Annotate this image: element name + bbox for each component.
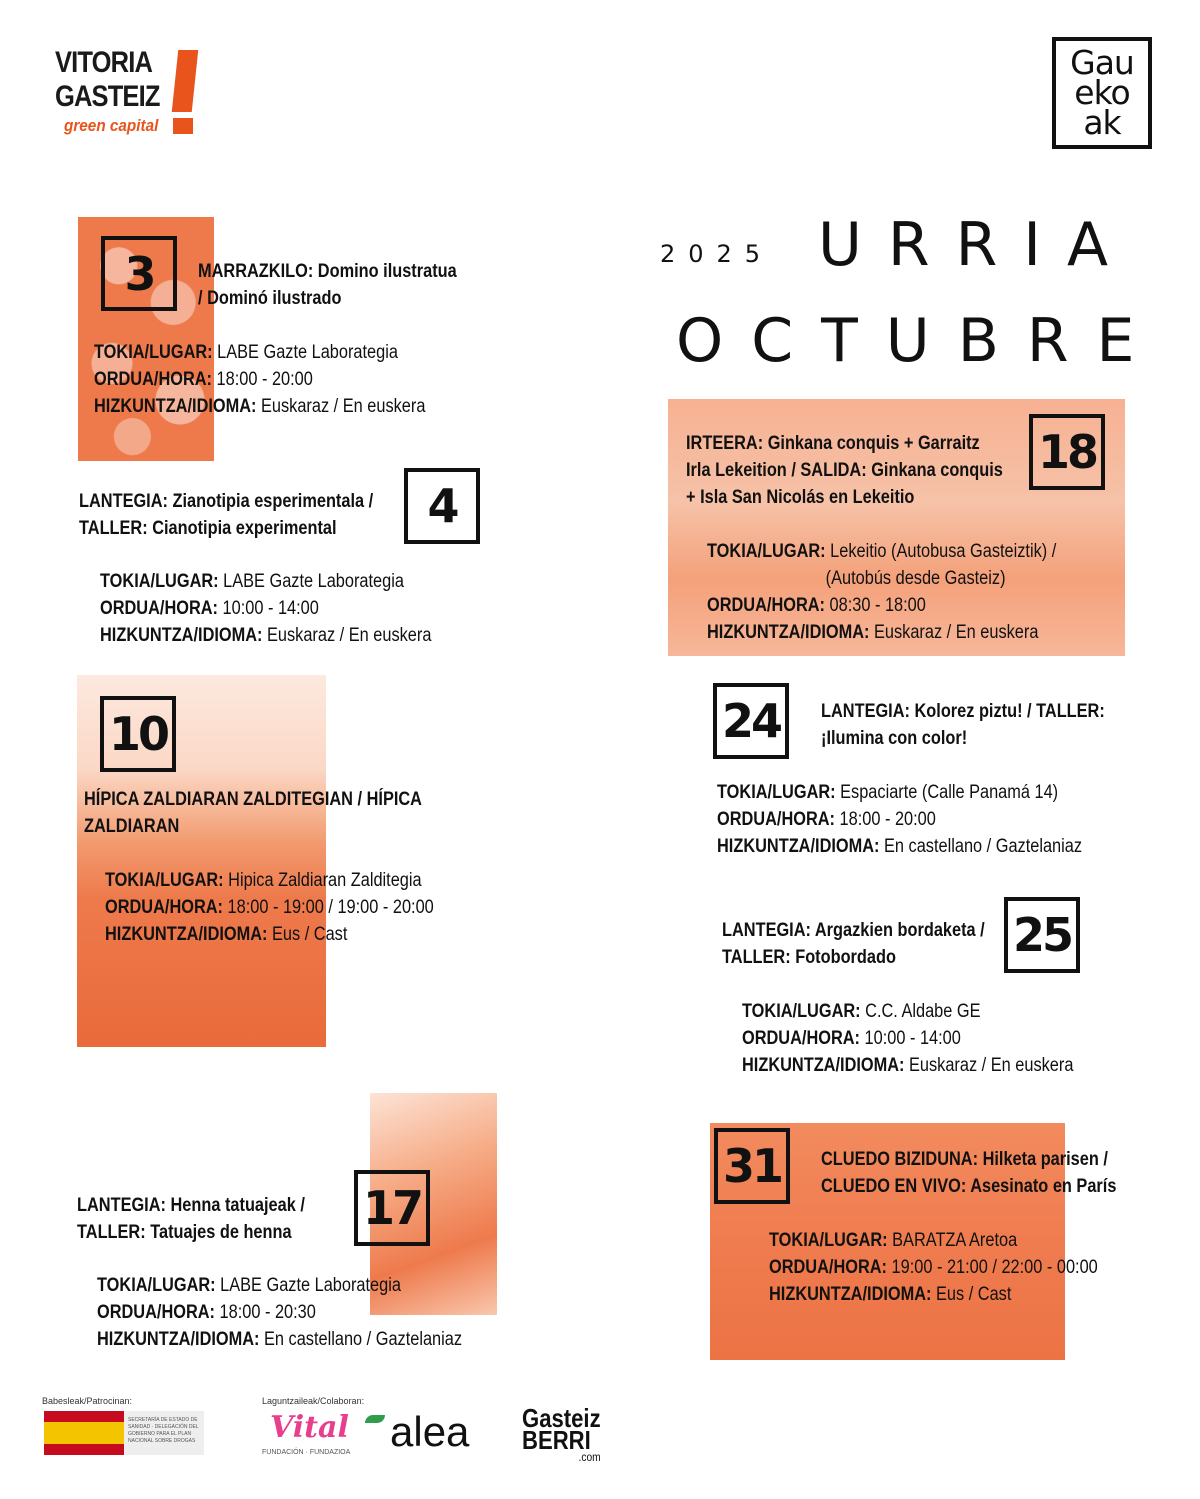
place-value: LABE Gazte Laborategia (217, 342, 398, 363)
place-value: LABE Gazte Laborategia (220, 1275, 401, 1296)
title-line: HÍPICA ZALDIARAN ZALDITEGIAN / HÍPICA (84, 789, 422, 810)
place-value: C.C. Aldabe GE (865, 1001, 981, 1022)
title-line: / Dominó ilustrado (198, 288, 342, 309)
logo-line: .com (578, 1450, 601, 1464)
event-title (84, 786, 422, 840)
event-title (79, 488, 373, 542)
time-value: 18:00 - 20:30 (219, 1302, 316, 1323)
event-title (686, 430, 1003, 511)
event-title (821, 698, 1105, 752)
time-value: 10:00 - 14:00 (222, 598, 319, 619)
place-label: TOKIA/LUGAR: (97, 1275, 216, 1296)
time-value: 18:00 - 19:00 / 19:00 - 20:00 (227, 897, 434, 918)
logo-line: eko (1074, 73, 1130, 112)
logo-line: Gau (1070, 43, 1134, 82)
title-line: ¡Ilumina con color! (821, 728, 968, 749)
event-details (717, 779, 1082, 860)
logo-line: ak (1083, 103, 1121, 142)
title-line: LANTEGIA: Argazkien bordaketa / (722, 920, 985, 941)
event-details (94, 339, 425, 420)
time-label: ORDUA/HORA: (94, 369, 213, 390)
gauekoak-logo (1052, 37, 1152, 149)
event-details (742, 998, 1073, 1079)
place-label: TOKIA/LUGAR: (105, 870, 224, 891)
place-label: TOKIA/LUGAR: (100, 571, 219, 592)
time-label: ORDUA/HORA: (707, 595, 826, 616)
day-box: 18 (1029, 414, 1105, 490)
title-line: TALLER: Fotobordado (722, 947, 896, 968)
title-line: TALLER: Cianotipia experimental (79, 518, 337, 539)
logo-line: Gasteiz (522, 1403, 601, 1433)
lang-label: HIZKUNTZA/IDIOMA: (100, 625, 263, 646)
event-title (821, 1146, 1116, 1200)
vitoria-gasteiz-logo (55, 48, 200, 143)
lang-label: HIZKUNTZA/IDIOMA: (105, 924, 268, 945)
event-details (97, 1272, 462, 1353)
lang-value: Euskaraz / En euskera (909, 1055, 1074, 1076)
lang-label: HIZKUNTZA/IDIOMA: (97, 1329, 260, 1350)
time-label: ORDUA/HORA: (769, 1257, 888, 1278)
title-line: Irla Lekeition / SALIDA: Ginkana conquis (686, 460, 1003, 481)
lang-value: Euskaraz / En euskera (267, 625, 432, 646)
title-line: CLUEDO EN VIVO: Asesinato en París (821, 1176, 1117, 1197)
time-label: ORDUA/HORA: (97, 1302, 216, 1323)
time-label: ORDUA/HORA: (742, 1028, 861, 1049)
title-line: IRTEERA: Ginkana conquis + Garraitz (686, 433, 980, 454)
title-line: MARRAZKILO: Domino ilustratua (198, 261, 457, 282)
lang-value: En castellano / Gaztelaniaz (264, 1329, 463, 1350)
time-value: 08:30 - 18:00 (829, 595, 926, 616)
logo-line: VITORIA (55, 46, 153, 79)
exclamation-dot-icon (173, 118, 193, 134)
place-value-line2: (Autobús desde Gasteiz) (825, 568, 1006, 589)
vital-subtitle: FUNDACIÓN · FUNDAZIOA (262, 1449, 351, 1456)
place-label: TOKIA/LUGAR: (769, 1230, 888, 1251)
place-value: Hipica Zaldiaran Zalditegia (228, 870, 422, 891)
place-label: TOKIA/LUGAR: (94, 342, 213, 363)
event-title (722, 917, 985, 971)
event-details (707, 538, 1056, 646)
title-line: TALLER: Tatuajes de henna (77, 1222, 292, 1243)
title-line: LANTEGIA: Kolorez piztu! / TALLER: (821, 701, 1105, 722)
time-value: 10:00 - 14:00 (864, 1028, 961, 1049)
time-value: 18:00 - 20:00 (216, 369, 313, 390)
place-label: TOKIA/LUGAR: (717, 782, 836, 803)
gasteizberri-logo (522, 1403, 601, 1464)
lang-label: HIZKUNTZA/IDIOMA: (742, 1055, 905, 1076)
collaborators-label: Laguntzaileak/Colaboran: (262, 1396, 365, 1406)
day-box: 10 (100, 696, 176, 772)
lang-value: En castellano / Gaztelaniaz (884, 836, 1083, 857)
time-label: ORDUA/HORA: (100, 598, 219, 619)
exclamation-icon (172, 50, 199, 112)
time-label: ORDUA/HORA: (105, 897, 224, 918)
day-box: 25 (1004, 897, 1080, 973)
alea-leaf-icon (365, 1415, 385, 1423)
logo-line: GASTEIZ (55, 80, 160, 113)
lang-value: Euskaraz / En euskera (261, 396, 426, 417)
month-spanish: OCTUBRE (676, 306, 1163, 376)
logo-tagline: green capital (64, 116, 159, 135)
title-line: LANTEGIA: Zianotipia esperimentala / (79, 491, 374, 512)
lang-label: HIZKUNTZA/IDIOMA: (707, 622, 870, 643)
day-box: 31 (714, 1128, 790, 1204)
day-box: 24 (713, 683, 789, 759)
place-label: TOKIA/LUGAR: (707, 541, 826, 562)
lang-value: Eus / Cast (936, 1284, 1012, 1305)
event-details (100, 568, 431, 649)
title-line: + Isla San Nicolás en Lekeitio (686, 487, 915, 508)
event-details (105, 867, 434, 948)
lang-value: Euskaraz / En euskera (874, 622, 1039, 643)
logo-line: BERRI (522, 1425, 591, 1455)
place-value: LABE Gazte Laborategia (223, 571, 404, 592)
spain-flag-icon (44, 1411, 124, 1455)
lang-value: Eus / Cast (272, 924, 348, 945)
title-line: LANTEGIA: Henna tatuajeak / (77, 1195, 305, 1216)
month-basque: URRIA (818, 210, 1135, 280)
time-value: 18:00 - 20:00 (839, 809, 936, 830)
ministry-text: SECRETARÍA DE ESTADO DE SANIDAD · DELEGACIÓN DEL GOBIERNO PARA EL PLAN NACIONAL SOBRE DROGAS (128, 1417, 199, 1444)
place-label: TOKIA/LUGAR: (742, 1001, 861, 1022)
alea-logo: alea (390, 1408, 470, 1455)
lang-label: HIZKUNTZA/IDIOMA: (769, 1284, 932, 1305)
sponsors-label: Babesleak/Patrocinan: (42, 1396, 133, 1406)
ministry-logo (124, 1411, 204, 1455)
place-value: BARATZA Aretoa (892, 1230, 1018, 1251)
title-line: ZALDIARAN (84, 816, 180, 837)
event-details (769, 1227, 1098, 1308)
event-title (198, 258, 457, 312)
day-box: 17 (354, 1170, 430, 1246)
event-title (77, 1192, 305, 1246)
place-value: Lekeitio (Autobusa Gasteiztik) / (830, 541, 1057, 562)
day-box: 4 (404, 468, 480, 544)
time-label: ORDUA/HORA: (717, 809, 836, 830)
day-box: 3 (101, 236, 177, 311)
year: 2025 (660, 240, 774, 268)
title-line: CLUEDO BIZIDUNA: Hilketa parisen / (821, 1149, 1108, 1170)
lang-label: HIZKUNTZA/IDIOMA: (94, 396, 257, 417)
lang-label: HIZKUNTZA/IDIOMA: (717, 836, 880, 857)
vital-logo: Vital (270, 1410, 349, 1445)
time-value: 19:00 - 21:00 / 22:00 - 00:00 (891, 1257, 1098, 1278)
place-value: Espaciarte (Calle Panamá 14) (840, 782, 1059, 803)
